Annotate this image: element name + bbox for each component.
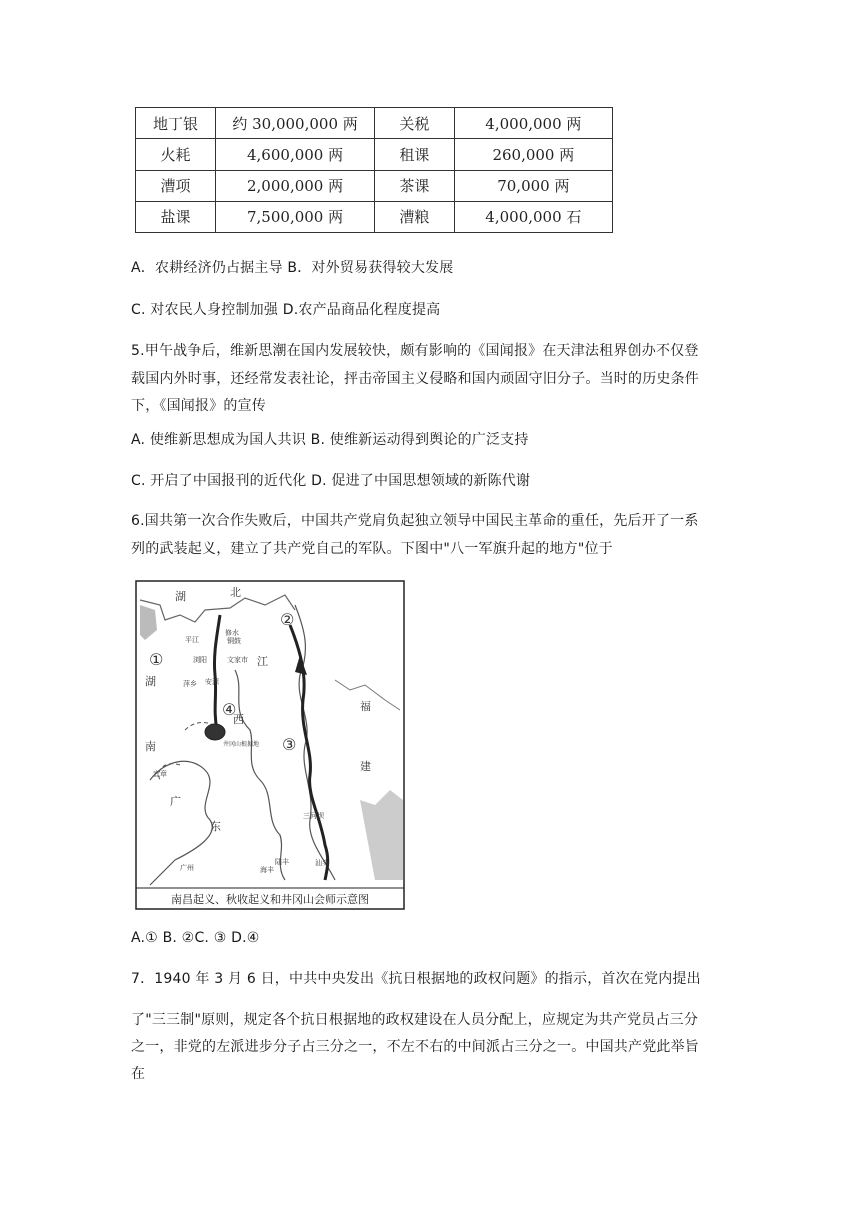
q7-stem-line-3: 之一，非党的左派进步分子占三分之一，不左不右的中间派占三分之一。中国共产党此举旨 <box>131 1039 699 1055</box>
q5-options-line-1: A. 使维新思想成为国人共识 B. 使维新运动得到舆论的广泛支持 <box>131 432 529 448</box>
table-cell: 7,500,000 两 <box>216 201 375 232</box>
table-cell: 火耗 <box>136 139 216 170</box>
place-label: 陆丰 <box>275 858 289 866</box>
table-cell: 茶课 <box>375 170 455 201</box>
marker-4: ④ <box>222 700 237 719</box>
marker-3: ③ <box>282 735 297 754</box>
place-label: 萍乡 <box>183 680 197 688</box>
q6-stem-line-2: 列的武装起义，建立了共产党自己的军队。下图中"八一军旗升起的地方"位于 <box>131 541 613 557</box>
place-label: 安源 <box>205 678 219 686</box>
q5-stem-line-2: 载国内外时事，还经常发表社论，抨击帝国主义侵略和国内顽固守旧分子。当时的历史条件 <box>131 371 699 387</box>
uprising-route-map <box>135 580 405 910</box>
q5-stem-line-3: 下，《国闻报》的宣传 <box>131 398 266 414</box>
place-label: 海丰 <box>260 866 274 874</box>
place-label: 三河坝 <box>303 812 324 820</box>
marker-2: ② <box>280 610 295 629</box>
q4-options-line-2: C. 对农民人身控制加强 D.农产品商品化程度提高 <box>131 302 441 318</box>
q5-stem-line-1: 5.甲午战争后，维新思潮在国内发展较快，颇有影响的《国闻报》在天津法租界创办不仅登 <box>131 343 699 359</box>
map-drawing <box>135 580 405 910</box>
province-label: 西 <box>233 713 244 726</box>
province-label: 南 <box>145 740 156 753</box>
table-cell: 漕项 <box>136 170 216 201</box>
table-cell: 关税 <box>375 108 455 139</box>
province-label: 湖 <box>145 675 156 688</box>
province-label: 福 <box>360 700 371 713</box>
table-cell: 4,000,000 石 <box>454 201 612 232</box>
table-cell: 4,000,000 两 <box>454 108 612 139</box>
q6-stem-line-1: 6.国共第一次合作失败后，中国共产党肩负起独立领导中国民主革命的重任，先后开了一系 <box>131 513 699 529</box>
province-label: 北 <box>230 586 241 599</box>
q7-stem-line-1: 7．1940 年 3 月 6 日，中共中央发出《抗日根据地的政权问题》的指示，首次在党内提出 <box>131 971 701 987</box>
q5-options-line-2: C. 开启了中国报刊的近代化 D. 促进了中国思想领域的新陈代谢 <box>131 473 531 489</box>
table-cell: 租课 <box>375 139 455 170</box>
table-cell: 4,600,000 两 <box>216 139 375 170</box>
province-label: 江 <box>257 655 268 668</box>
province-label: 建 <box>360 760 371 773</box>
q7-stem-line-4: 在 <box>131 1066 146 1082</box>
place-label: 汕头 <box>315 859 329 867</box>
place-label: 宜章 <box>153 770 167 778</box>
q7-stem-line-2: 了"三三制"原则，规定各个抗日根据地的政权建设在人员分配上，应规定为共产党员占三分 <box>131 1012 699 1028</box>
table-cell: 260,000 两 <box>454 139 612 170</box>
place-label: 浏阳 <box>193 656 207 664</box>
q4-options-line-1: A．农耕经济仍占据主导 B．对外贸易获得较大发展 <box>131 260 454 276</box>
q6-options: A.① B. ②C. ③ D.④ <box>131 930 260 946</box>
table-cell: 盐课 <box>136 201 216 232</box>
place-label: 铜鼓 <box>227 637 241 645</box>
table-row <box>136 139 613 170</box>
table-cell: 70,000 两 <box>454 170 612 201</box>
table-row <box>136 170 613 201</box>
province-label: 广 <box>170 795 181 808</box>
tax-revenue-table <box>135 107 613 233</box>
province-label: 东 <box>210 820 221 833</box>
place-label: 井冈山根据地 <box>223 741 260 748</box>
map-title: 南昌起义、秋收起义和井冈山会师示意图 <box>171 893 369 906</box>
table-cell: 漕粮 <box>375 201 455 232</box>
table-row <box>136 201 613 232</box>
table-cell: 2,000,000 两 <box>216 170 375 201</box>
place-label: 广州 <box>180 864 194 872</box>
place-label: 文家市 <box>227 656 248 664</box>
table-cell: 约 30,000,000 两 <box>216 108 375 139</box>
table-row <box>136 108 613 139</box>
table-cell: 地丁银 <box>136 108 216 139</box>
province-label: 湖 <box>175 590 186 603</box>
marker-1: ① <box>149 650 164 669</box>
place-label: 修水 <box>225 629 239 637</box>
place-label: 平江 <box>185 636 199 644</box>
